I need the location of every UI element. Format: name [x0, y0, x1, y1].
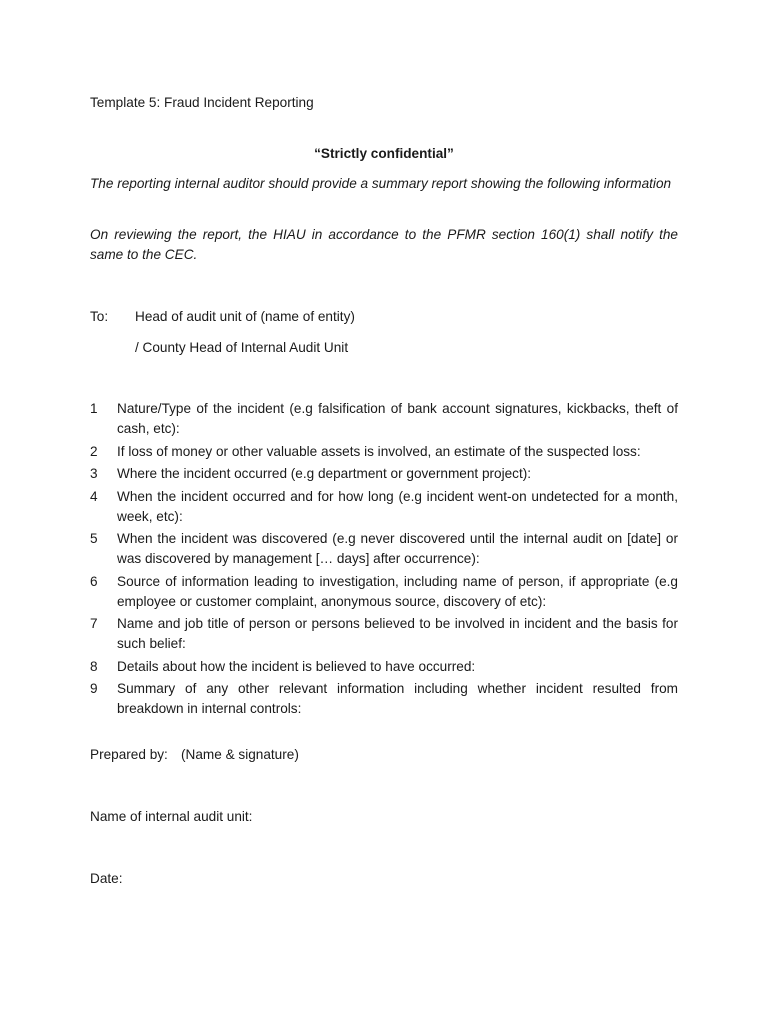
template-title: Template 5: Fraud Incident Reporting	[90, 95, 314, 110]
item-number: 9	[90, 681, 98, 696]
item-text: When the incident occurred and for how long (e.g incident went-on undetected for a month, week, etc):	[117, 488, 678, 524]
to-recipient-line-2: / County Head of Internal Audit Unit	[135, 340, 349, 355]
list-item	[90, 679, 678, 719]
item-number: 6	[90, 573, 98, 589]
item-number: 8	[90, 658, 98, 674]
list-item	[90, 614, 678, 654]
date-label: Date:	[90, 871, 123, 886]
item-text: Details about how the incident is believed to have occurred:	[117, 658, 476, 674]
item-text: Where the incident occurred (e.g department or government project):	[117, 466, 532, 481]
item-number: 3	[90, 466, 98, 481]
list-item	[90, 464, 678, 484]
list-item	[90, 487, 678, 527]
item-text: Summary of any other relevant information including whether incident resulted from breakdown in internal controls:	[117, 681, 678, 716]
list-item	[90, 657, 678, 677]
to-label: To:	[90, 309, 109, 324]
item-text: Name and job title of person or persons believed to be involved in incident and the basis for such belief:	[117, 616, 678, 651]
list-item	[90, 442, 678, 462]
prepared-by-value: (Name & signature)	[181, 747, 299, 762]
confidential-heading: “Strictly confidential”	[314, 146, 454, 161]
item-text: Nature/Type of the incident (e.g falsification of bank account signatures, kickbacks, theft of cash, etc):	[117, 401, 678, 436]
intro-paragraph-1: The reporting internal auditor should provide a summary report showing the following information	[90, 176, 672, 191]
item-number: 4	[90, 488, 98, 504]
list-item	[90, 529, 678, 569]
item-text: When the incident was discovered (e.g never discovered until the internal audit on [date] or was discovered by management [… days] after occurrence):	[117, 531, 678, 566]
item-text: Source of information leading to investigation, including name of person, if appropriate (e.g employee or customer complaint, anonymous source, discovery of etc):	[117, 573, 678, 609]
item-number: 1	[90, 401, 98, 416]
item-number: 2	[90, 443, 98, 459]
intro-paragraph-2: On reviewing the report, the HIAU in accordance to the PFMR section 160(1) shall notify the same to the CEC.	[90, 227, 678, 262]
prepared-by-label: Prepared by:	[90, 747, 168, 762]
list-item	[90, 572, 678, 612]
item-number: 5	[90, 531, 98, 546]
item-number: 7	[90, 616, 98, 631]
to-recipient-line-1: Head of audit unit of (name of entity)	[135, 309, 355, 324]
item-text: If loss of money or other valuable assets is involved, an estimate of the suspected loss:	[117, 443, 641, 459]
report-items-list	[90, 399, 678, 722]
list-item	[90, 399, 678, 439]
audit-unit-label: Name of internal audit unit:	[90, 809, 253, 824]
